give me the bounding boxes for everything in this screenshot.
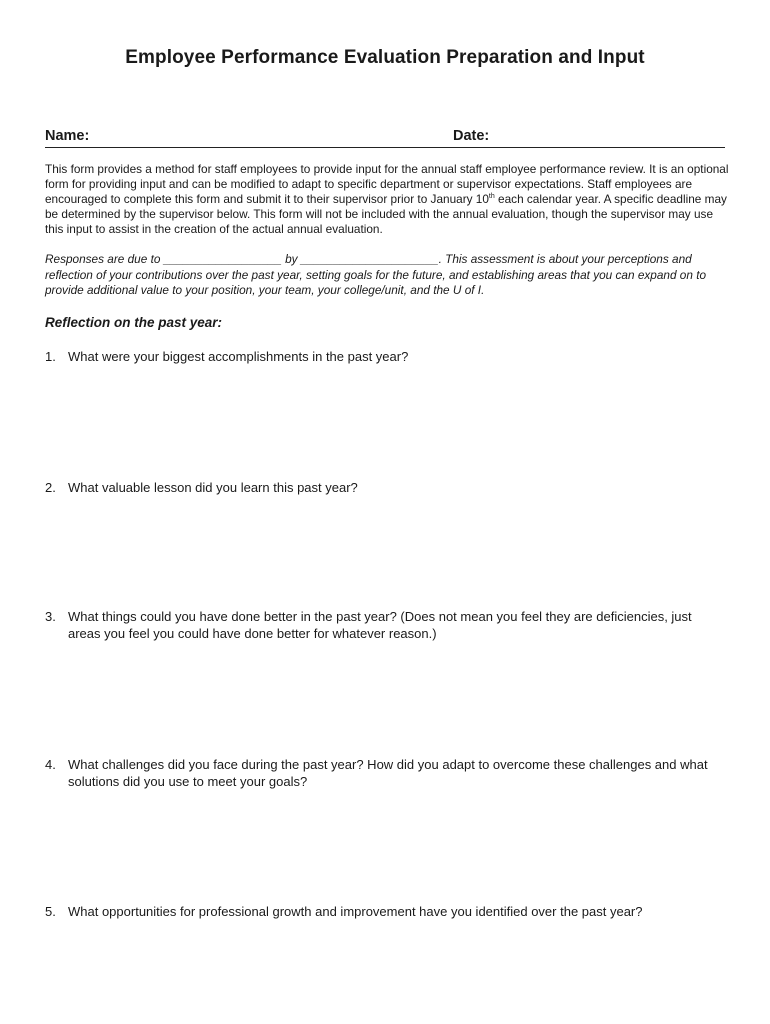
intro-superscript: th xyxy=(488,193,495,201)
name-date-line xyxy=(45,128,725,148)
intro-paragraph xyxy=(45,162,730,237)
question-text: What were your biggest accomplishments in the past year? xyxy=(68,349,409,364)
question-text: What things could you have done better in the past year? (Does not mean you feel they are deficiencies, just areas you feel you could have done better for whatever reason.) xyxy=(68,609,692,641)
question-item xyxy=(45,479,725,496)
name-label: Name: xyxy=(45,128,90,144)
question-text: What challenges did you face during the past year? How did you adapt to overcome these challenges and what solutions did you use to meet your goals? xyxy=(68,757,708,789)
intro-text-1: This form provides a method for staff employees to provide input for the annual staff employee performance review. It is an optional form for providing input and can be modified to adapt to specific department or supervisor expectations. Staff employees are encouraged to complete this form and submit it to their supervisor prior to January 10 xyxy=(45,162,729,206)
page-title: Employee Performance Evaluation Preparation and Input xyxy=(125,47,645,68)
question-item xyxy=(45,903,725,920)
section-heading: Reflection on the past year: xyxy=(45,315,223,330)
due-paragraph: Responses are due to __________________ by _____________________. This assessment is about your perceptions and reflection of your contributions over the past year, setting goals for the future, and establishing areas that you can expand on to provide additional value to your position, your team, your college/unit, and the U of I. xyxy=(45,252,707,297)
question-number: 3. xyxy=(45,609,56,624)
question-text: What opportunities for professional growth and improvement have you identified over the past year? xyxy=(68,904,643,919)
question-number: 5. xyxy=(45,904,56,919)
question-item xyxy=(45,756,725,790)
question-item xyxy=(45,608,725,642)
question-number: 2. xyxy=(45,480,56,495)
question-number: 4. xyxy=(45,757,56,772)
question-number: 1. xyxy=(45,349,56,364)
date-label: Date: xyxy=(453,128,490,144)
question-item xyxy=(45,348,725,365)
intro-text-2: each calendar year. A specific deadline may be determined by the supervisor below. This form will not be included with the annual evaluation, though the supervisor may use this input to assist in the creation of the actual annual evaluation. xyxy=(45,192,727,236)
question-text: What valuable lesson did you learn this past year? xyxy=(68,480,358,495)
